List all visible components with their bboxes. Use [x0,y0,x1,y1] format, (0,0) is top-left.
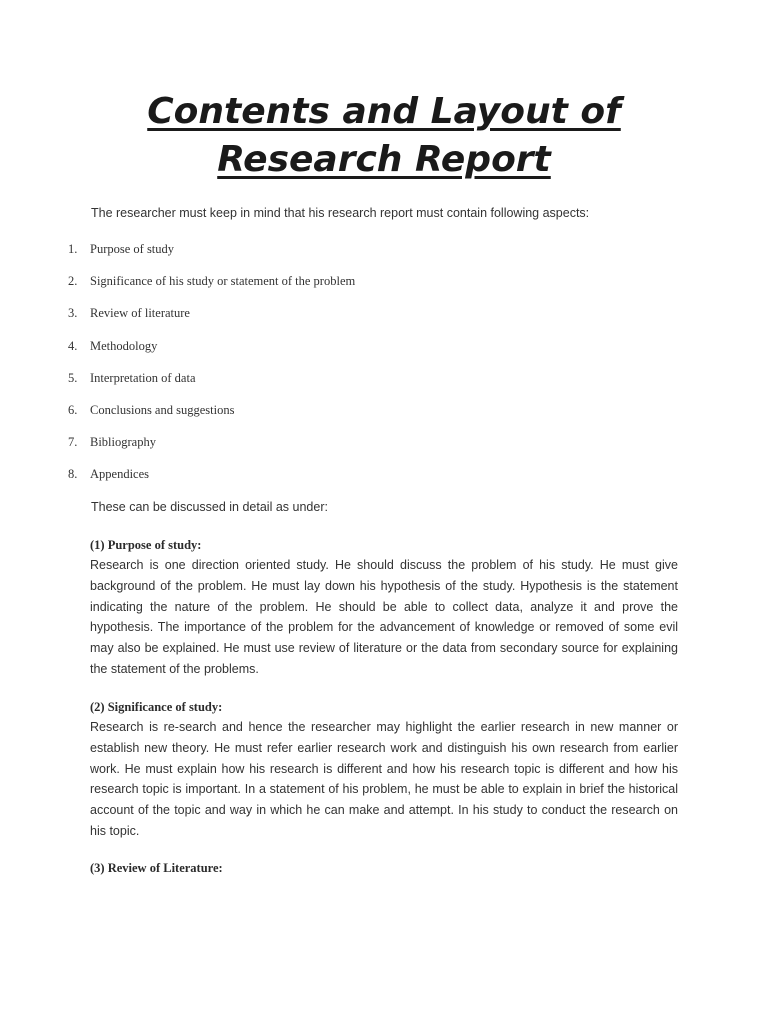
list-item-label: Methodology [90,338,158,353]
section-heading: (3) Review of Literature: [90,861,223,875]
list-item [60,401,355,433]
section-body: Research is re-search and hence the researcher may highlight the earlier research in new manner or establish new theory. He must refer earlier research work and distinguish his own research from earlier work. He must explain how his research is different and how his research topic is different and how his research topic is important. In a statement of his problem, he must be able to explain in brief the historical account of the topic and way in which he can make and attempt. In his study to conduct the research on his topic. [90,720,678,838]
list-item [60,369,355,401]
list-number: 6. [68,402,78,417]
aspects-list [60,240,355,498]
list-item [60,465,355,497]
intro-paragraph: The researcher must keep in mind that his research report must contain following aspects: [91,206,590,220]
list-item-label: Appendices [90,467,150,482]
list-number: 4. [68,338,78,353]
section-review-of-literature [90,859,678,877]
list-item-label: Review of literature [90,306,190,321]
list-number: 1. [68,242,78,256]
list-number: 3. [68,306,78,321]
section-significance-of-study [90,698,678,842]
subintro-paragraph: These can be discussed in detail as under: [91,500,328,514]
list-item-label: Purpose of study [90,242,175,256]
list-item-label: Bibliography [90,435,156,450]
section-heading: (2) Significance of study: [90,700,223,714]
title-line-1: Contents and Layout of [147,91,621,132]
title-line-2: Research Report [217,139,551,180]
list-number: 5. [68,370,78,385]
list-number: 2. [68,274,78,289]
section-heading: (1) Purpose of study: [90,538,202,552]
section-body: Research is one direction oriented study. He should discuss the problem of his study. He must give background of the problem. He must lay down his hypothesis of the study. Hypothesis is the statement indicating the nature of the problem. He should be able to collect data, analyze it and prove the hypothesis. The importance of the problem for the advancement of knowledge or removed of some evil may also be explained. He must use review of literature or the data from secondary source for explaining the statement of the problems. [90,558,678,676]
list-item-label: Significance of his study or statement of the problem [90,274,356,289]
list-item [60,433,355,465]
list-number: 7. [68,435,78,450]
page-title [0,88,768,184]
list-number: 8. [68,467,78,482]
section-purpose-of-study [90,536,678,680]
list-item [60,304,355,336]
list-item-label: Interpretation of data [90,370,196,385]
list-item [60,272,355,304]
list-item [60,240,355,272]
list-item-label: Conclusions and suggestions [90,402,235,417]
list-item [60,337,355,369]
